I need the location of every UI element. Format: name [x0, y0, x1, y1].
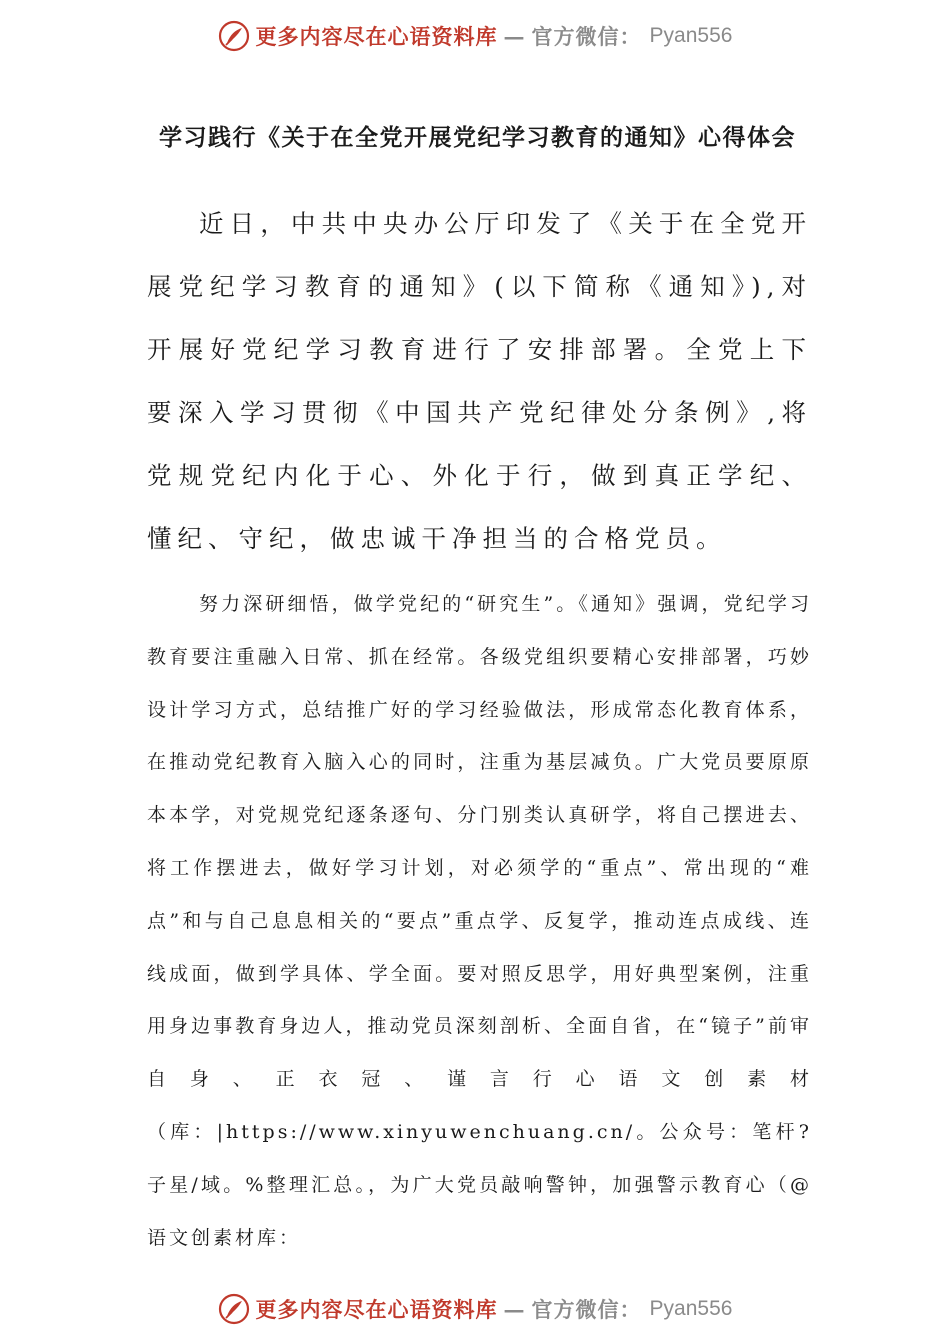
banner-dash: —: [503, 1296, 526, 1322]
paragraph-study: 努力深研细悟，做学党纪的“研究生”。《通知》强调，党纪学习教育要注重融入日常、抓在经常。各级党组织要精心安排部署，巧妙设计学习方式，总结推广好的学习经验做法，形成常态化教育体系，在推动党纪教育入脑入心的同时，注重为基层减负。广大党员要原原本本学，对党规党纪逐条逐句、分门别类认真研学，将自己摆进去、将工作摆进去，做好学习计划，对必须学的“重点”、常出现的“难点”和与自己息息相关的“要点”重点学、反复学，推动连点成线、连线成面，做到学具体、学全面。要对照反思学，用好典型案例，注重用身边事教育身边人，推动党员深刻剖析、全面自省，在“镜子”前审自身、正衣冠、谨言行心语文创素材（库：|https://www.xinyuwenchuang.cn/。公众号：笔杆?子星/域。%整理汇总。，为广大党员敲响警钟，加强警示教育心（@语文创素材库：: [147, 593, 812, 1249]
header-banner: [0, 16, 950, 56]
banner-site-text: 更多内容尽在心语资料库: [255, 24, 498, 49]
quill-logo-icon: [218, 1293, 250, 1325]
banner-site-text: 更多内容尽在心语资料库: [255, 1297, 498, 1322]
banner-wechat-id: Pyan556: [649, 24, 733, 47]
banner-wechat-label: 官方微信：: [531, 1297, 642, 1322]
paragraph-intro: 近日，中共中央办公厅印发了《关于在全党开展党纪学习教育的通知》(以下简称《通知》),对开展好党纪学习教育进行了安排部署。全党上下要深入学习贯彻《中国共产党纪律处分条例》,将党规党纪内化于心、外化于行，做到真正学纪、懂纪、守纪，做忠诚干净担当的合格党员。: [147, 209, 812, 553]
banner-dash: —: [503, 23, 526, 49]
quill-logo-icon: [218, 20, 250, 52]
banner-wechat-id: Pyan556: [649, 1297, 733, 1320]
footer-banner: [0, 1289, 950, 1329]
document-title: 学习践行《关于在全党开展党纪学习教育的通知》心得体会: [159, 125, 796, 151]
banner-wechat-label: 官方微信：: [531, 24, 642, 49]
